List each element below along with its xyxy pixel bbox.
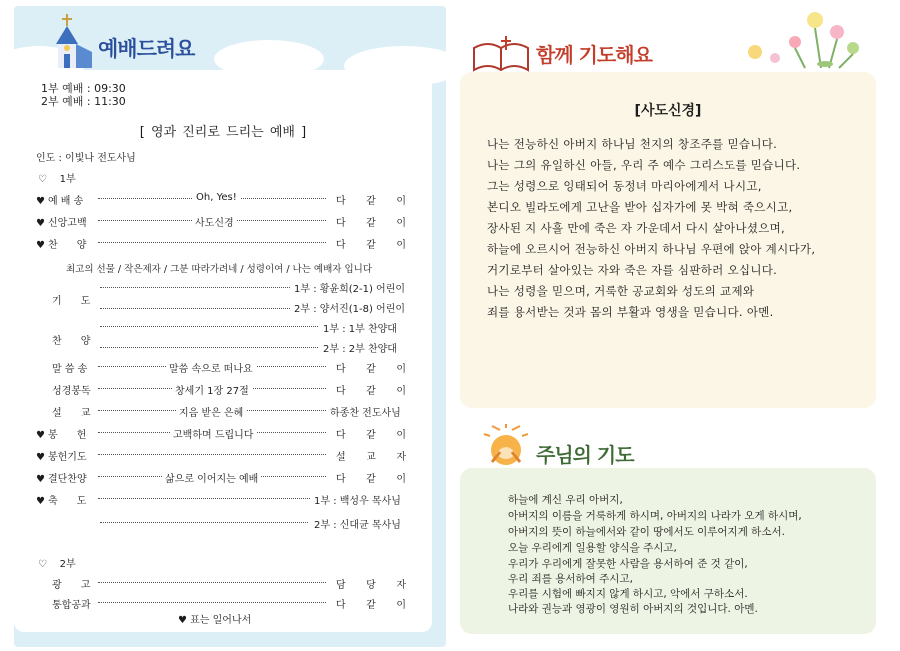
row-value: 다 xyxy=(336,386,346,397)
row-value: 이 xyxy=(396,600,406,611)
row-value: 다 xyxy=(336,474,346,485)
row-label: 봉헌기도 xyxy=(47,452,87,463)
worship-title: 예배드려요 xyxy=(98,37,195,61)
leader-line xyxy=(100,308,290,309)
creed-line: 나는 성령을 믿으며, 거룩한 공교회와 성도의 교제와 xyxy=(487,284,755,298)
lords-prayer-header: 주님의 기도 xyxy=(536,443,634,467)
order-row-word-song xyxy=(52,360,408,378)
order-row-blessing xyxy=(36,492,408,510)
row-content: 말씀 속으로 떠나요 xyxy=(166,360,256,375)
part2-label: ♡ 2부 xyxy=(38,559,76,570)
blessing-part2: 2부 : 신대균 목사님 xyxy=(314,520,401,531)
row-value: 다 xyxy=(336,600,346,611)
row-value: 이 xyxy=(396,386,406,397)
creed-line: 나는 그의 유일하신 아들, 우리 주 예수 그리스도를 믿습니다. xyxy=(487,158,801,172)
row-value: 당 xyxy=(366,580,376,591)
leader-line xyxy=(100,347,318,348)
prayer-line: 우리가 우리에게 잘못한 사람을 용서하여 준 것 같이, xyxy=(508,558,748,570)
row-label: 광 고 xyxy=(52,580,91,591)
leader-line xyxy=(100,287,290,288)
order-row-creed xyxy=(36,214,408,232)
choir-part2: 2부 : 2부 찬양대 xyxy=(323,344,397,355)
heart-icon: ♥ xyxy=(36,240,45,251)
row-label: 통합공과 xyxy=(52,600,91,611)
row-value: 같 xyxy=(366,474,376,485)
row-label: 설 교 xyxy=(52,408,91,419)
row-value: 이 xyxy=(396,196,406,207)
row-value: 담 xyxy=(336,580,346,591)
row-value: 다 xyxy=(336,430,346,441)
prayer-line: 우리 죄를 용서하여 주시고, xyxy=(508,573,633,585)
order-row-resolution xyxy=(36,470,408,488)
row-value: 1부 : 백성우 목사님 xyxy=(314,496,401,507)
row-content: 고백하며 드립니다 xyxy=(170,426,256,441)
order-row-sermon xyxy=(52,404,408,422)
row-label: 말 씀 송 xyxy=(52,364,88,375)
row-value: 하종찬 전도사님 xyxy=(330,408,401,419)
row-content: 창세기 1장 27절 xyxy=(172,382,252,397)
row-value: 같 xyxy=(366,218,376,229)
creed-line: 본디오 빌라도에게 고난을 받아 십자가에 못 박혀 죽으시고, xyxy=(487,200,793,214)
creed-line: 그는 성령으로 잉태되어 동정녀 마리아에게서 나시고, xyxy=(487,179,762,193)
prayer-line: 오늘 우리에게 일용할 양식을 주시고, xyxy=(508,542,677,554)
order-row-reading xyxy=(52,382,408,400)
choir-part1: 1부 : 1부 찬양대 xyxy=(323,324,397,335)
prayer-part2: 2부 : 양서진(1-8) 어린이 xyxy=(294,304,406,315)
row-content: 지음 받은 은혜 xyxy=(176,404,246,419)
row-value: 자 xyxy=(396,452,406,463)
prayer-line: 아버지의 뜻이 하늘에서와 같이 땅에서도 이루어지게 하소서. xyxy=(508,526,785,538)
row-value: 같 xyxy=(366,386,376,397)
creed-card xyxy=(460,72,876,408)
row-label: 찬 양 xyxy=(52,336,91,347)
prayer-line: 우리를 시험에 빠지지 않게 하시고, 악에서 구하소서. xyxy=(508,588,748,600)
row-value: 같 xyxy=(366,364,376,375)
prayer-line: 하늘에 계신 우리 아버지, xyxy=(508,494,623,506)
praying-hands-icon xyxy=(478,424,528,468)
row-value: 자 xyxy=(396,580,406,591)
row-value: 같 xyxy=(366,600,376,611)
creed-line: 죄를 용서받는 것과 몸의 부활과 영생을 믿습니다. 아멘. xyxy=(487,305,774,319)
row-content: 사도신경 xyxy=(192,214,237,229)
heart-icon: ♥ xyxy=(36,474,45,485)
order-row-announce xyxy=(52,576,408,594)
row-content: 삶으로 이어지는 예배 xyxy=(162,470,261,485)
heart-icon: ♥ xyxy=(36,218,45,229)
row-value: 같 xyxy=(366,240,376,251)
standing-note: ♥ 표는 일어나서 xyxy=(178,615,252,626)
row-label: 봉 헌 xyxy=(47,430,87,441)
heart-icon: ♥ xyxy=(36,452,45,463)
flower-decoration-icon xyxy=(735,8,870,70)
order-row-offering xyxy=(36,426,408,444)
service-time-2: 2부 예배 : 11:30 xyxy=(41,95,126,108)
row-value: 이 xyxy=(396,218,406,229)
row-value: 이 xyxy=(396,430,406,441)
row-value: 설 xyxy=(336,452,346,463)
row-value: 이 xyxy=(396,240,406,251)
row-value: 교 xyxy=(366,452,376,463)
row-value: 다 xyxy=(336,364,346,375)
heart-icon: ♥ xyxy=(36,496,45,507)
row-value: 같 xyxy=(366,430,376,441)
bible-icon xyxy=(470,34,532,76)
row-label: 성경봉독 xyxy=(52,386,91,397)
part1-label: ♡ 1부 xyxy=(38,174,76,185)
row-value: 이 xyxy=(396,474,406,485)
creed-header: 함께 기도해요 xyxy=(536,43,652,67)
song-list: 최고의 선물 / 작은제자 / 그분 따라가려네 / 성령이여 / 나는 예배자 입니다 xyxy=(66,264,372,275)
creed-title: [사도신경] xyxy=(634,103,702,119)
heart-icon: ♥ xyxy=(36,430,45,441)
row-label: 결단찬양 xyxy=(47,474,87,485)
row-value: 같 xyxy=(366,196,376,207)
row-label: 신앙고백 xyxy=(47,218,87,229)
row-label: 축 도 xyxy=(47,496,87,507)
row-value: 다 xyxy=(336,218,346,229)
row-value: 다 xyxy=(336,240,346,251)
creed-line: 거기로부터 살아있는 자와 죽은 자를 심판하러 오십니다. xyxy=(487,263,778,277)
leader-line xyxy=(100,326,318,327)
order-row-offer-prayer xyxy=(36,448,408,466)
prayer-line: 아버지의 이름을 거룩하게 하시며, 아버지의 나라가 오게 하시며, xyxy=(508,510,802,522)
row-label: 찬 양 xyxy=(47,240,87,251)
row-value: 이 xyxy=(396,364,406,375)
prayer-part1: 1부 : 황윤희(2-1) 어린이 xyxy=(294,284,406,295)
service-time-1: 1부 예배 : 09:30 xyxy=(41,82,126,95)
creed-line: 장사된 지 사흘 만에 죽은 자 가운데서 다시 살아나셨으며, xyxy=(487,221,786,235)
prayer-line: 나라와 권능과 영광이 영원히 아버지의 것입니다. 아멘. xyxy=(508,603,758,615)
leader: 인도 : 이빛나 전도사님 xyxy=(36,153,136,164)
creed-line: 하늘에 오르시어 전능하신 아버지 하나님 우편에 앉아 계시다가, xyxy=(487,242,816,256)
church-icon xyxy=(48,14,94,70)
row-value: 다 xyxy=(336,196,346,207)
heart-icon: ♥ xyxy=(36,196,45,207)
row-label: 예 배 송 xyxy=(47,196,84,207)
row-label: 기 도 xyxy=(52,296,91,307)
leader-line xyxy=(100,522,308,523)
order-row-praise xyxy=(36,236,408,254)
order-row-jeon xyxy=(36,192,408,210)
creed-line: 나는 전능하신 아버지 하나님 천지의 창조주를 믿습니다. xyxy=(487,137,778,151)
sermon-title: [ 영과 진리로 드리는 예배 ] xyxy=(139,125,307,140)
row-content: Oh, Yes! xyxy=(193,192,240,203)
